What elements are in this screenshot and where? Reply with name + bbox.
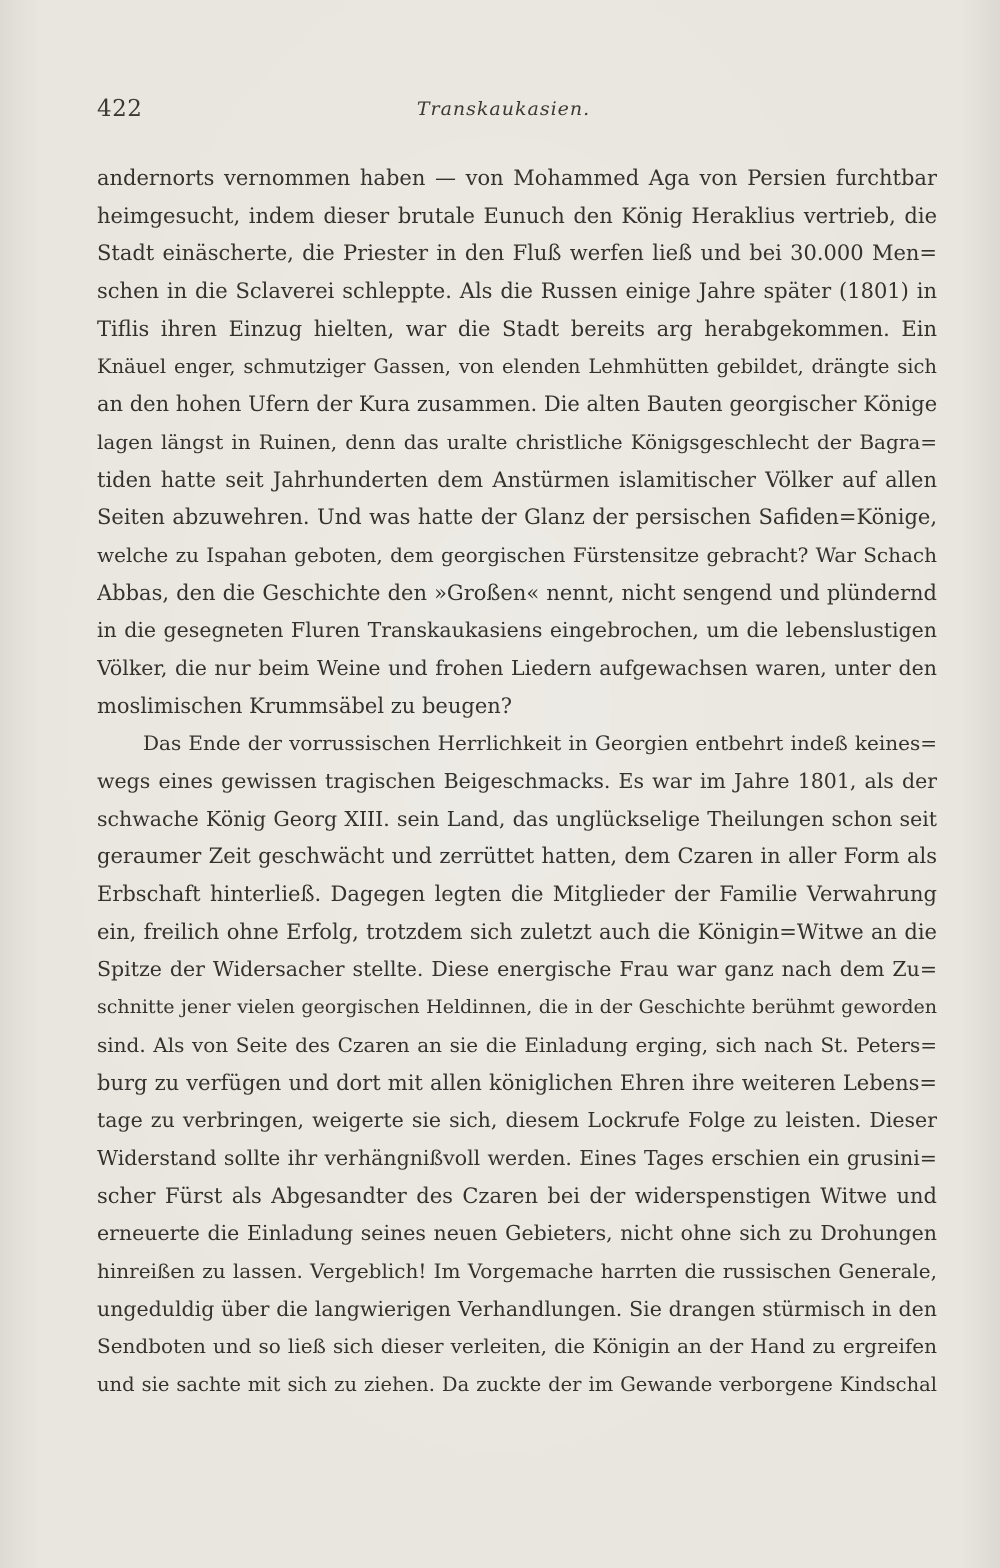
text-line: ein, freilich ohne Erfolg, trotzdem sich zuletzt auch die Königin=Witwe an die: [97, 919, 937, 944]
text-line: schnitte jener vielen georgischen Heldinnen, die in der Geschichte berühmt geworden: [97, 996, 937, 1019]
text-line: geraumer Zeit geschwächt und zerrüttet hatten, dem Czaren in aller Form als: [97, 844, 937, 869]
running-head: [97, 96, 910, 136]
text-line: welche zu Ispahan geboten, dem georgischen Fürstensitze gebracht? War Schach: [97, 542, 937, 567]
text-line: burg zu verfügen und dort mit allen königlichen Ehren ihre weiteren Lebens=: [97, 1070, 937, 1095]
text-line: Knäuel enger, schmutziger Gassen, von elenden Lehmhütten gebildet, drängte sich: [97, 355, 937, 379]
text-line: und sie sachte mit sich zu ziehen. Da zuckte der im Gewande verborgene Kindschal: [97, 1373, 937, 1396]
text-line: Abbas, den die Geschichte den »Großen« nennt, nicht sengend und plündernd: [97, 580, 937, 605]
text-line: sind. Als von Seite des Czaren an sie die Einladung erging, sich nach St. Peters=: [97, 1032, 937, 1057]
text-line: tage zu verbringen, weigerte sie sich, diesem Lockrufe Folge zu leisten. Dieser: [97, 1108, 937, 1133]
text-line: moslimischen Krummsäbel zu beugen?: [97, 693, 513, 718]
text-line: Tiflis ihren Einzug hielten, war die Stadt bereits arg herabgekommen. Ein: [97, 316, 937, 341]
page-number: 422: [97, 96, 143, 122]
text-line: wegs eines gewissen tragischen Beigeschmacks. Es war im Jahre 1801, als der: [97, 769, 937, 793]
text-line: Sendboten und so ließ sich dieser verleiten, die Königin an der Hand zu ergreifen: [97, 1334, 937, 1359]
text-line: an den hohen Ufern der Kura zusammen. Die alten Bauten georgischer Könige: [97, 392, 937, 417]
text-line: scher Fürst als Abgesandter des Czaren bei der widerspenstigen Witwe und: [97, 1183, 937, 1208]
text-line: Widerstand sollte ihr verhängnißvoll werden. Eines Tages erschien ein grusini=: [97, 1145, 937, 1170]
text-line: Das Ende der vorrussischen Herrlichkeit in Georgien entbehrt indeß keines=: [143, 731, 937, 756]
text-line: Völker, die nur beim Weine und frohen Liedern aufgewachsen waren, unter den: [97, 655, 937, 680]
text-line: heimgesucht, indem dieser brutale Eunuch den König Heraklius vertrieb, die: [97, 203, 937, 228]
text-line: andernorts vernommen haben — von Mohammed Aga von Persien furchtbar: [97, 166, 937, 190]
running-title: Transkaukasien.: [416, 98, 591, 120]
text-line: erneuerte die Einladung seines neuen Gebieters, nicht ohne sich zu Drohungen: [97, 1221, 937, 1246]
text-line: schwache König Georg XIII. sein Land, das unglückselige Theilungen schon seit: [97, 806, 937, 831]
text-line: tiden hatte seit Jahrhunderten dem Anstürmen islamitischer Völker auf allen: [97, 467, 937, 492]
text-line: hinreißen zu lassen. Vergeblich! Im Vorgemache harrten die russischen Generale,: [97, 1258, 937, 1283]
text-line: ungeduldig über die langwierigen Verhandlungen. Sie drangen stürmisch in den: [97, 1296, 937, 1321]
body-text: [97, 160, 937, 1404]
paragraph: [97, 160, 937, 725]
text-line: Seiten abzuwehren. Und was hatte der Glanz der persischen Safiden=Könige,: [97, 505, 937, 530]
text-line: Spitze der Widersacher stellte. Diese energische Frau war ganz nach dem Zu=: [97, 957, 937, 982]
text-line: in die gesegneten Fluren Transkaukasiens eingebrochen, um die lebenslustigen: [97, 618, 937, 643]
text-line: Erbschaft hinterließ. Dagegen legten die Mitglieder der Familie Verwahrung: [97, 882, 937, 907]
text-line: Stadt einäscherte, die Priester in den Fluß werfen ließ und bei 30.000 Men=: [97, 241, 937, 266]
paragraph: [97, 725, 937, 1403]
text-line: schen in die Sclaverei schleppte. Als die Russen einige Jahre später (1801) in: [97, 279, 937, 304]
text-line: lagen längst in Ruinen, denn das uralte christliche Königsgeschlecht der Bagra=: [97, 429, 937, 454]
